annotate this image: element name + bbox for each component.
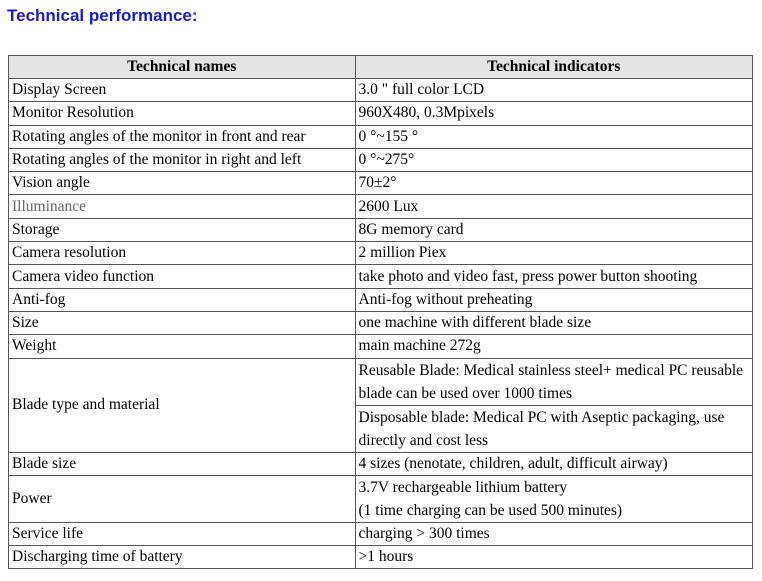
power-line-1: 3.7V rechargeable lithium battery — [358, 478, 568, 496]
table-row — [9, 452, 753, 475]
table-row — [9, 522, 753, 545]
table-row-power — [9, 475, 753, 522]
row-value: Anti-fog without preheating — [355, 288, 752, 311]
table-header-row — [9, 56, 753, 79]
table-row — [9, 546, 753, 569]
row-name: Camera resolution — [9, 242, 356, 265]
row-name: Anti-fog — [9, 288, 356, 311]
table-row — [9, 148, 753, 171]
table-row — [9, 79, 753, 102]
row-value: 0 °~275° — [355, 148, 752, 171]
row-value: main machine 272g — [355, 335, 752, 358]
row-value: one machine with different blade size — [355, 311, 752, 334]
row-value: 960X480, 0.3Mpixels — [355, 102, 752, 125]
row-name: Service life — [9, 522, 356, 545]
row-name: Size — [9, 311, 356, 334]
header-technical-indicators: Technical indicators — [355, 56, 752, 79]
row-name: Blade type and material — [9, 358, 356, 452]
row-value: >1 hours — [355, 546, 752, 569]
row-value: take photo and video fast, press power button shooting — [355, 265, 752, 288]
row-name: Rotating angles of the monitor in front and rear — [9, 125, 356, 148]
row-name: Illuminance — [9, 195, 356, 218]
table-row — [9, 311, 753, 334]
row-name: Blade size — [9, 452, 356, 475]
table-row — [9, 265, 753, 288]
table-row — [9, 125, 753, 148]
row-name: Camera video function — [9, 265, 356, 288]
row-value: 70±2° — [355, 172, 752, 195]
row-name: Discharging time of battery — [9, 546, 356, 569]
table-row-blade-reusable — [9, 358, 753, 405]
row-name: Display Screen — [9, 79, 356, 102]
table-row — [9, 335, 753, 358]
row-name: Storage — [9, 218, 356, 241]
row-value: 4 sizes (nenotate, children, adult, difficult airway) — [355, 452, 752, 475]
row-name: Power — [9, 475, 356, 522]
row-value-power — [355, 475, 752, 522]
table-row — [9, 242, 753, 265]
row-value: 2600 Lux — [355, 195, 752, 218]
row-value: 2 million Piex — [355, 242, 752, 265]
row-value: 0 °~155 ° — [355, 125, 752, 148]
table-row — [9, 102, 753, 125]
row-name: Vision angle — [9, 172, 356, 195]
row-value-disposable-blade: Disposable blade: Medical PC with Aseptic packaging, use directly and cost less — [355, 405, 752, 452]
power-line-2: (1 time charging can be used 500 minutes) — [358, 501, 623, 519]
table-row — [9, 288, 753, 311]
row-value: charging > 300 times — [355, 522, 752, 545]
row-name: Weight — [9, 335, 356, 358]
row-name: Monitor Resolution — [9, 102, 356, 125]
table-row — [9, 172, 753, 195]
row-value-reusable-blade: Reusable Blade: Medical stainless steel+ medical PC reusable blade can be used over 1000 times — [355, 358, 752, 405]
row-value: 3.0 " full color LCD — [355, 79, 752, 102]
row-value: 8G memory card — [355, 218, 752, 241]
table-row — [9, 218, 753, 241]
row-name: Rotating angles of the monitor in right and left — [9, 148, 356, 171]
table-row — [9, 195, 753, 218]
header-technical-names: Technical names — [9, 56, 356, 79]
page-heading: Technical performance: — [7, 6, 198, 25]
technical-performance-table — [8, 55, 753, 569]
